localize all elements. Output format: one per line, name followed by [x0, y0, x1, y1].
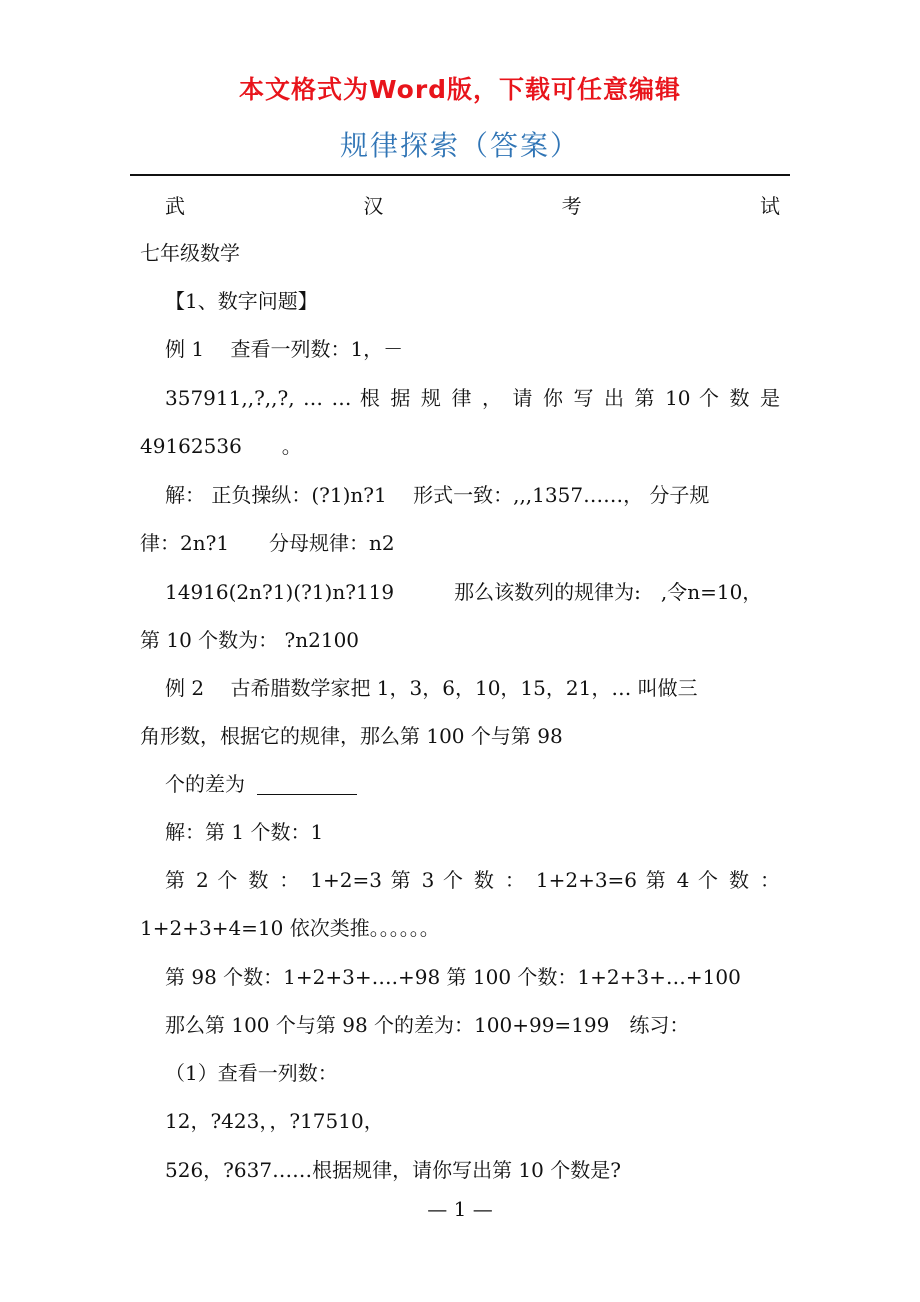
header-word: 考: [561, 194, 582, 218]
text-line: （1）查看一列数：: [165, 1061, 338, 1085]
text-line: [165, 769, 780, 799]
text-line: 七年级数学: [140, 241, 240, 265]
header-word: 武: [165, 194, 185, 218]
header-word: 汉: [363, 194, 384, 218]
text-line: 526，?637……根据规律，请你写出第 10 个数是?: [165, 1158, 621, 1182]
text-line: 例 2 古希腊数学家把 1，3，6，10，15，21，… 叫做三: [165, 676, 698, 700]
page-number: — 1 —: [427, 1197, 493, 1221]
answer-blank: [257, 772, 357, 795]
text-line: 那么第 100 个与第 98 个的差为：100+99=199 练习：: [165, 1013, 690, 1037]
text-line: 例 1 查看一列数：1，－: [165, 337, 404, 361]
text-line: 角形数，根据它的规律，那么第 100 个与第 98: [140, 724, 563, 748]
section-heading: 【1、数字问题】: [165, 289, 318, 313]
text-line: 12，?423，，?17510，: [165, 1109, 384, 1133]
text-line: 解： 正负操纵：(?1)n?1 形式一致：,,,1357……， 分子规: [165, 483, 710, 507]
text-line: 1+2+3+4=10 依次类推。。。。。。: [140, 916, 440, 940]
text-line: 49162536 。: [140, 434, 302, 458]
question-text: 个的差为: [165, 772, 245, 796]
document-title: 规律探索（答案）: [339, 129, 580, 162]
text-line: 14916(2n?1)(?1)n?119 那么该数列的规律为: ,令n=10，: [165, 580, 763, 604]
text-line: 357911,,?,,?, … … 根 据 规 律 ， 请 你 写 出 第 10 个 数 是: [165, 386, 780, 410]
header-line: [140, 191, 780, 221]
watermark-banner: 本文格式为Word版，下载可任意编辑: [238, 75, 682, 104]
header-word: 试: [759, 194, 780, 218]
title-rule: [130, 174, 790, 176]
text-line: 解：第 1 个数：1: [165, 820, 324, 844]
text-line: 第 98 个数：1+2+3+….+98 第 100 个数：1+2+3+…+100: [165, 965, 741, 989]
text-line: 律：2n?1 分母规律：n2: [140, 531, 395, 555]
text-line: 第 2 个 数 ： 1+2=3 第 3 个 数 ： 1+2+3=6 第 4 个 数 ：: [165, 868, 780, 892]
text-line: 第 10 个数为： ?n2100: [140, 628, 360, 652]
